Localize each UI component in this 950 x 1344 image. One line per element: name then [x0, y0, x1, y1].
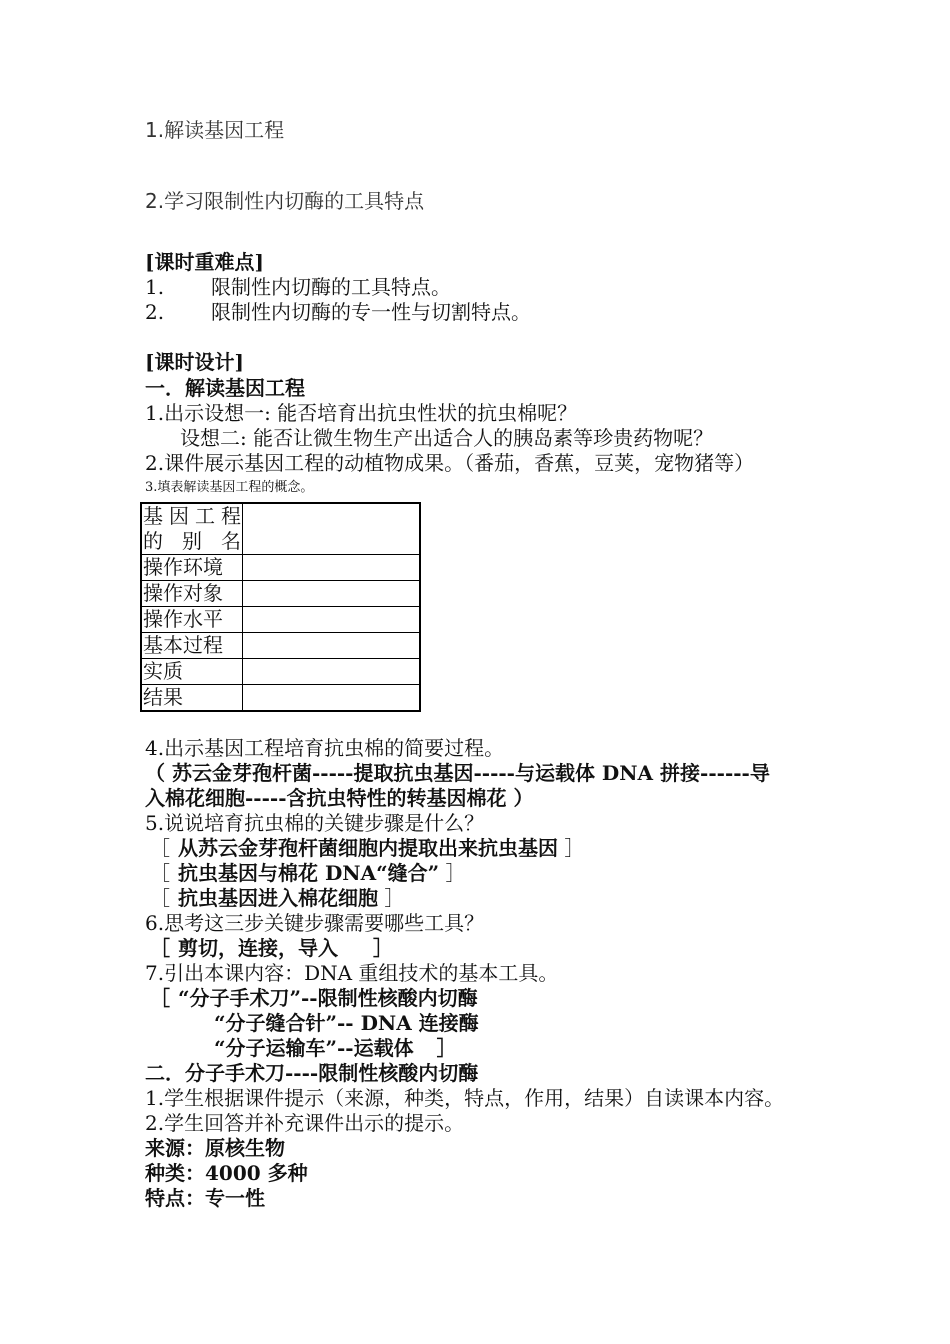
table-key-cell: 基本过程 — [141, 633, 243, 659]
tool-text: “分子手术刀”--限制性核酸内切酶 — [178, 986, 478, 1010]
tool-text: “分子运输车”--运载体 — [214, 1036, 414, 1060]
concept-table — [140, 502, 421, 712]
table-value-cell — [243, 607, 421, 633]
table-value-cell — [243, 581, 421, 607]
key-points-heading: [课时重难点] — [145, 250, 264, 274]
kinds-line: 种类：4000 多种 — [145, 1161, 308, 1185]
key-point-1 — [145, 275, 451, 299]
s1-line-1b: 设想二: 能否让微生物生产出适合人的胰岛素等珍贵药物呢？ — [180, 426, 714, 450]
s1-line-7: 7.引出本课内容：DNA 重组技术的基本工具。 — [145, 961, 559, 985]
bracket-close: ］ — [436, 1036, 457, 1060]
design-heading: [课时设计] — [145, 350, 244, 374]
bracket-close: ］ — [384, 886, 405, 910]
table-value-cell — [243, 633, 421, 659]
table-key-cell: 实质 — [141, 659, 243, 685]
table-value-cell — [243, 659, 421, 685]
key-point-text: 限制性内切酶的专一性与切割特点。 — [211, 300, 531, 324]
tools-line — [150, 936, 393, 960]
bracket-open: ［ — [150, 836, 170, 860]
tool-2: “分子缝合针”-- DNA 连接酶 — [214, 1011, 479, 1035]
s1-line-5: 5.说说培育抗虫棉的关键步骤是什么？ — [145, 811, 485, 835]
step-3 — [150, 886, 404, 910]
table-row — [141, 581, 420, 607]
step-text: 从苏云金芽孢杆菌细胞内提取出来抗虫基因 — [178, 836, 558, 860]
s1-line-3: 3.填表解读基因工程的概念。 — [145, 480, 314, 495]
step-1 — [150, 836, 584, 860]
bracket-close: ］ — [445, 861, 466, 885]
s1-line-1: 1.出示设想一: 能否培育出抗虫性状的抗虫棉呢？ — [145, 401, 578, 425]
bracket-open: ［ — [150, 936, 170, 960]
table-key-cell: 操作对象 — [141, 581, 243, 607]
objective-2: 2.学习限制性内切酶的工具特点 — [145, 189, 425, 213]
table-key-cell: 基因工程的别名 — [143, 504, 241, 553]
objective-1: 1.解读基因工程 — [145, 118, 285, 142]
key-point-text: 限制性内切酶的工具特点。 — [211, 275, 451, 299]
key-point-number: 2. — [145, 300, 165, 324]
key-point-2 — [145, 300, 531, 324]
section-2-title: 二．分子手术刀----限制性核酸内切酶 — [145, 1061, 479, 1085]
table-value-cell — [243, 503, 421, 555]
table-row — [141, 555, 420, 581]
s1-line-6: 6.思考这三步关键步骤需要哪些工具？ — [145, 911, 485, 935]
table-key-cell: 操作水平 — [141, 607, 243, 633]
s1-line-2: 2.课件展示基因工程的动植物成果。（番茄，香蕉，豆荚，宠物猪等） — [145, 451, 755, 475]
table-row — [141, 503, 420, 555]
s2-line-1: 1.学生根据课件提示（来源，种类，特点，作用，结果）自读课本内容。 — [145, 1086, 785, 1110]
s1-line-4a: （ 苏云金芽孢杆菌-----提取抗虫基因-----与运载体 DNA 拼接------导 — [145, 761, 770, 785]
bracket-close: ］ — [372, 936, 393, 960]
s2-line-2: 2.学生回答并补充课件出示的提示。 — [145, 1111, 465, 1135]
section-1-title: 一．解读基因工程 — [145, 376, 305, 400]
s1-line-4: 4.出示基因工程培育抗虫棉的简要过程。 — [145, 736, 505, 760]
tool-1 — [150, 986, 478, 1010]
bracket-open: ［ — [150, 986, 170, 1010]
table-value-cell — [243, 685, 421, 712]
bracket-open: ［ — [150, 861, 170, 885]
bracket-open: ［ — [150, 886, 170, 910]
tools-text: 剪切，连接，导入 — [178, 936, 338, 960]
step-2 — [150, 861, 465, 885]
feature-line: 特点：专一性 — [145, 1186, 265, 1210]
s1-line-4b: 入棉花细胞-----含抗虫特性的转基因棉花 ） — [145, 786, 534, 810]
step-text: 抗虫基因与棉花 DNA“缝合” — [178, 861, 440, 885]
table-key-cell: 操作环境 — [141, 555, 243, 581]
tool-3 — [214, 1036, 457, 1060]
source-line: 来源：原核生物 — [145, 1136, 285, 1160]
table-value-cell — [243, 555, 421, 581]
key-point-number: 1. — [145, 275, 165, 299]
table-row — [141, 633, 420, 659]
table-row — [141, 685, 420, 712]
step-text: 抗虫基因进入棉花细胞 — [178, 886, 378, 910]
table-key-cell: 结果 — [141, 685, 243, 712]
bracket-close: ］ — [564, 836, 585, 860]
table-row — [141, 659, 420, 685]
table-row — [141, 607, 420, 633]
